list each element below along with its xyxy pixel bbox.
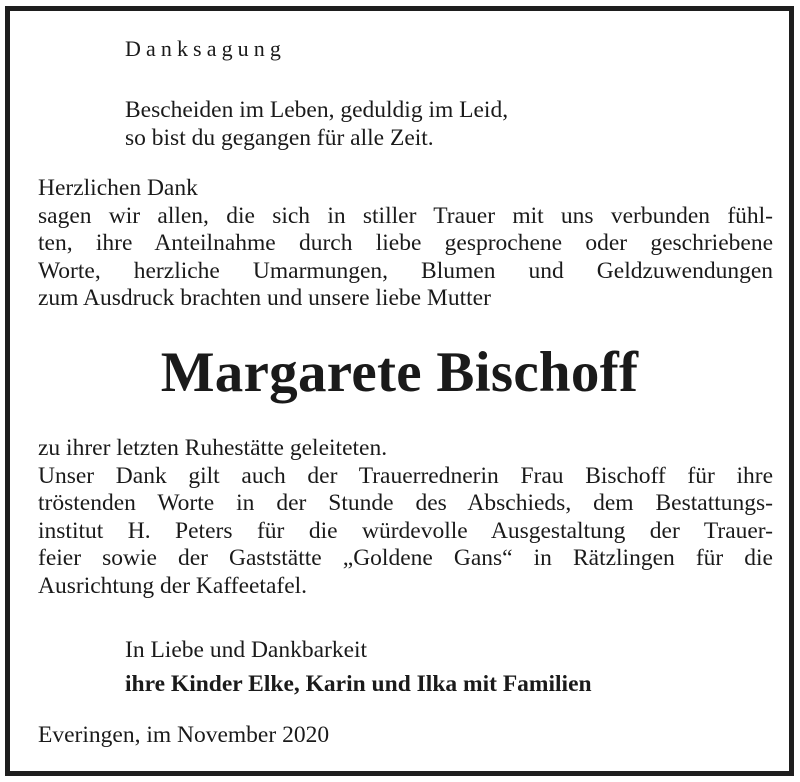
notice-heading: Danksagung: [125, 36, 286, 61]
thanks-paragraph: [38, 175, 773, 313]
motto-line: so bist du gegangen für alle Zeit.: [125, 125, 434, 151]
motto-line: Bescheiden im Leben, geduldig im Leid,: [125, 97, 509, 123]
paragraph-line: institut H. Peters für die würdevolle Ausgestaltung der Trauer-: [38, 517, 773, 544]
paragraph-line: sagen wir allen, die sich in stiller Trauer mit uns verbunden fühl-: [38, 202, 773, 229]
acknowledgement-paragraph: [38, 435, 773, 600]
obituary-notice-frame: [5, 6, 794, 776]
paragraph-line: Unser Dank gilt auch der Trauerrednerin Frau Bischoff für ihre: [38, 462, 773, 489]
paragraph-line: Ausrichtung der Kaffeetafel.: [38, 572, 308, 599]
paragraph-line: tröstenden Worte in der Stunde des Abschieds, dem Bestattungs-: [38, 490, 773, 516]
thanks-intro: Herzlichen Dank: [38, 175, 198, 201]
deceased-name: Margarete Bischoff: [160, 341, 639, 404]
paragraph-line: ten, ihre Anteilnahme durch liebe gesprochene oder geschriebene: [38, 230, 773, 256]
paragraph-line: Worte, herzliche Umarmungen, Blumen und Geldzuwendungen: [38, 257, 773, 284]
closing-phrase: In Liebe und Dankbarkeit: [125, 637, 368, 663]
paragraph-line: feier sowie der Gaststätte „Goldene Gans“ in Rätzlingen für die: [38, 545, 773, 571]
paragraph-line: zu ihrer letzten Ruhestätte geleiteten.: [38, 435, 388, 461]
signatories: ihre Kinder Elke, Karin und Ilka mit Familien: [125, 671, 592, 697]
place-date: Everingen, im November 2020: [38, 722, 330, 748]
paragraph-line: zum Ausdruck brachten und unsere liebe Mutter: [38, 285, 491, 311]
